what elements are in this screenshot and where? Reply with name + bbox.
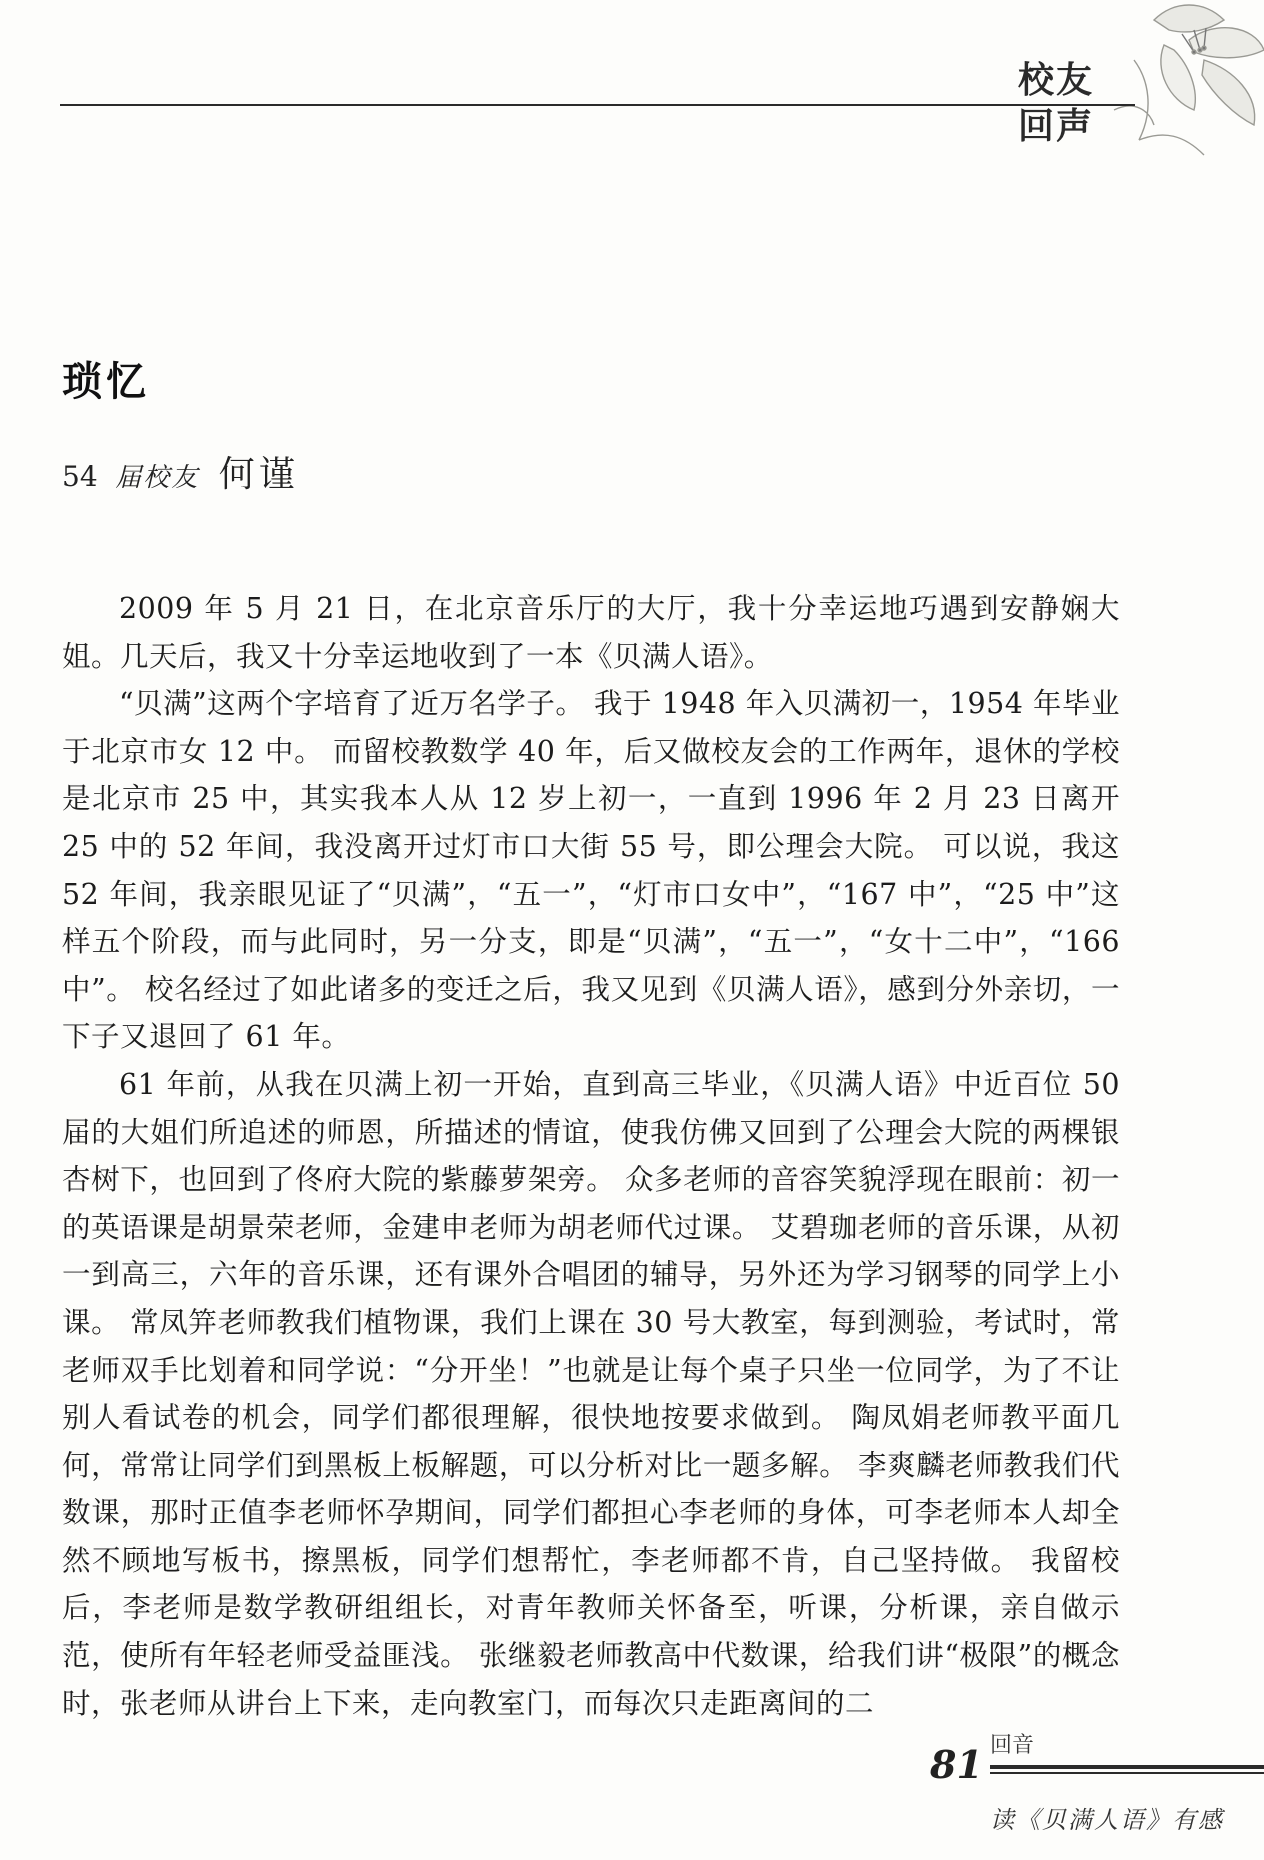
byline-class-year: 54 xyxy=(62,460,98,493)
header-rule xyxy=(60,104,1135,106)
paragraph: 61 年前，从我在贝满上初一开始，直到高三毕业，《贝满人语》中近百位 50 届的大姐们所追述的师恩，所描述的情谊，使我仿佛又回到了公理会大院的两棵银杏树下，也回到了佟府大院的紫藤萝架旁。 众多老师的音容笑貌浮现在眼前：初一的英语课是胡景荣老师，金建申老师为胡老师代过课。 艾碧珈老师的音乐课，从初一到高三，六年的音乐课，还有课外合唱团的辅导，另外还为学习钢琴的同学上小课。 常凤笄老师教我们植物课，我们上课在 30 号大教室，每到测验，考试时，常老师双手比划着和同学说：“分开坐！”也就是让每个桌子只坐一位同学，为了不让别人看试卷的机会，同学们都很理解，很快地按要求做到。 陶凤娟老师教平面几何，常常让同学们到黑板上板解题，可以分析对比一题多解。 李爽麟老师教我们代数课，那时正值李老师怀孕期间，同学们都担心李老师的身体，可李老师本人却全然不顾地写板书，擦黑板，同学们想帮忙，李老师都不肯，自己坚持做。 我留校后，李老师是数学教研组组长，对青年教师关怀备至，听课，分析课，亲自做示范，使所有年轻老师受益匪浅。 张继毅老师教高中代数课，给我们讲“极限”的概念时，张老师从讲台上下来，走向教室门，而每次只走距离间的二 xyxy=(62,1067,1120,1720)
footer-subtitle: 读《贝满人语》有感 xyxy=(990,1806,1224,1834)
byline-role: 届校友 xyxy=(115,463,200,493)
footer-rule-thin xyxy=(990,1772,1264,1774)
footer-rule xyxy=(990,1765,1264,1769)
byline xyxy=(62,446,299,497)
section-label-line1: 校友 xyxy=(1017,60,1094,101)
footer-section-label: 回音 xyxy=(990,1733,1035,1758)
article-title: 琐忆 xyxy=(62,359,150,405)
section-label-line2: 回声 xyxy=(1017,106,1094,147)
paragraph: “贝满”这两个字培育了近万名学子。 我于 1948 年入贝满初一，1954 年毕业于北京市女 12 中。 而留校教数学 40 年，后又做校友会的工作两年，退休的学校是北京市 25 中，其实我本人从 12 岁上初一，一直到 1996 年 2 月 23 日离开 25 中的 52 年间，我没离开过灯市口大街 55 号，即公理会大院。 可以说，我这 52 年间，我亲眼见证了“贝满”，“五一”，“灯市口女中”，“167 中”，“25 中”这样五个阶段，而与此同时，另一分支，即是“贝满”，“五一”，“女十二中”，“166 中”。 校名经过了如此诸多的变迁之后，我又见到《贝满人语》，感到分外亲切，一下子又退回了 61 年。 xyxy=(62,687,1120,1054)
byline-author-name: 何谨 xyxy=(218,454,299,495)
lily-flower-decoration xyxy=(1094,0,1264,160)
article-body xyxy=(62,585,1120,1727)
paragraph: 2009 年 5 月 21 日，在北京音乐厅的大厅，我十分幸运地巧遇到安静娴大姐。几天后，我又十分幸运地收到了一本《贝满人语》。 xyxy=(62,592,1120,673)
page-number: 81 xyxy=(930,1742,983,1787)
